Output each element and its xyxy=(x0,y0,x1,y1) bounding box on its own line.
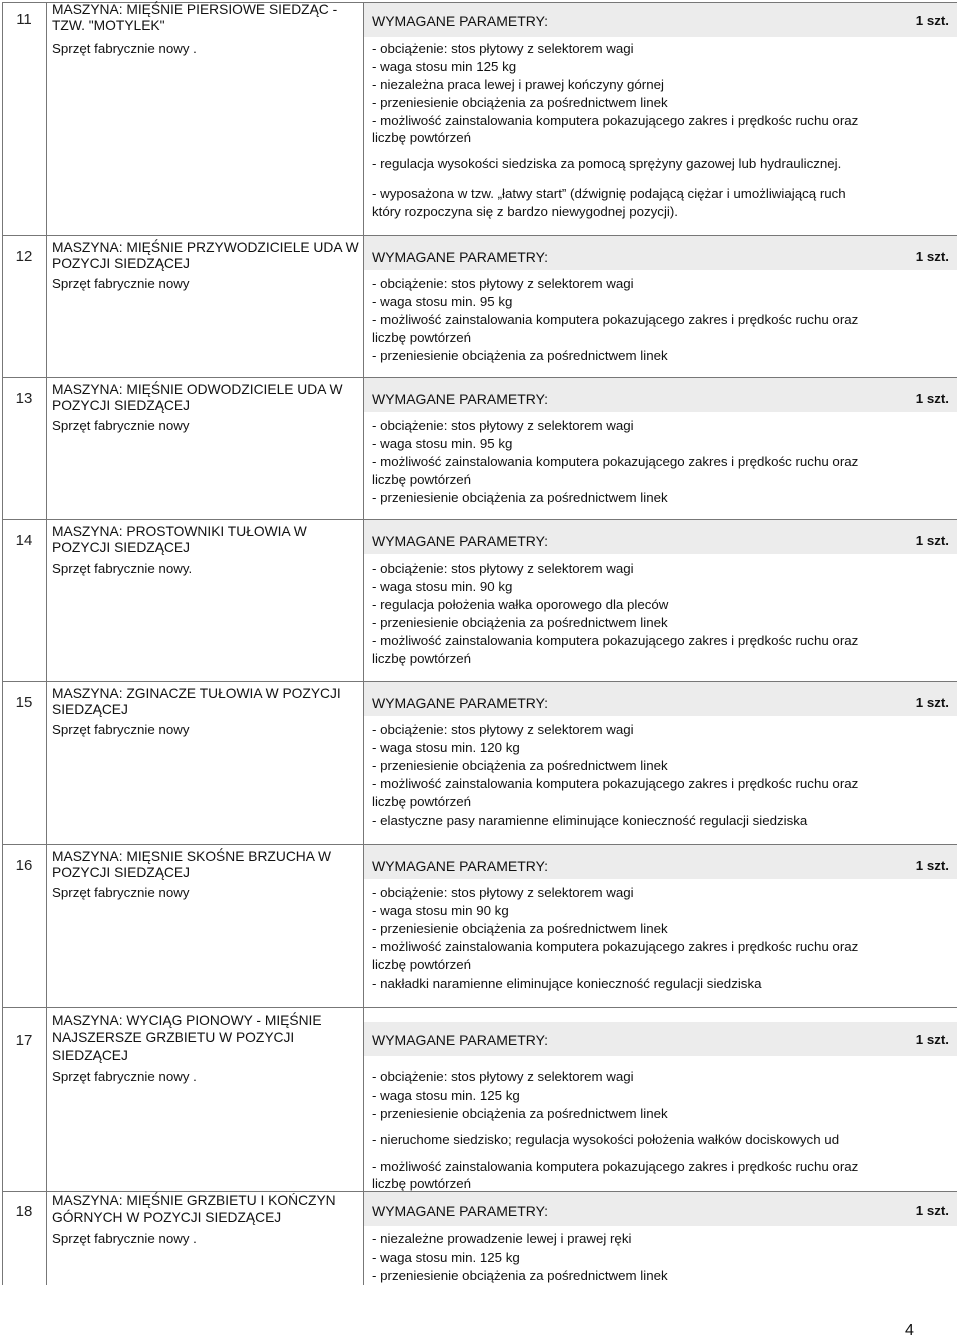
table-row xyxy=(2,681,957,845)
parameter-line: - waga stosu min. 125 kg xyxy=(372,1250,520,1265)
condition-text: Sprzęt fabrycznie nowy . xyxy=(52,1069,197,1084)
required-parameters-label: WYMAGANE PARAMETRY: xyxy=(372,858,549,874)
machine-title: POZYCJI SIEDZĄCEJ xyxy=(52,256,190,271)
parameter-line: - regulacja wysokości siedziska za pomocą sprężyny gazowej lub hydraulicznej. xyxy=(372,156,842,171)
table-row xyxy=(2,377,957,520)
table-row xyxy=(2,1191,957,1285)
machine-title: MASZYNA: MIĘŚNIE PRZYWODZICIELE UDA W xyxy=(52,240,359,255)
quantity: 1 szt. xyxy=(915,249,949,264)
condition-text: Sprzęt fabrycznie nowy . xyxy=(52,1231,197,1246)
parameter-line: - obciążenie: stos płytowy z selektorem wagi xyxy=(372,276,634,291)
quantity: 1 szt. xyxy=(915,695,949,710)
parameter-line: - przeniesienie obciążenia za pośrednictwem linek xyxy=(372,921,668,936)
machine-title: MASZYNA: WYCIĄG PIONOWY - MIĘŚNIE xyxy=(52,1013,322,1028)
required-parameters-label: WYMAGANE PARAMETRY: xyxy=(372,13,549,29)
machine-title: MASZYNA: MIĘŚNIE ODWODZICIELE UDA W xyxy=(52,382,343,397)
machine-title: GÓRNYCH W POZYCJI SIEDZĄCEJ xyxy=(52,1210,282,1225)
row-number: 17 xyxy=(15,1032,33,1049)
condition-text: Sprzęt fabrycznie nowy xyxy=(52,885,190,900)
condition-text: Sprzęt fabrycznie nowy xyxy=(52,722,190,737)
machine-title: MASZYNA: PROSTOWNIKI TUŁOWIA W xyxy=(52,524,307,539)
machine-title: POZYCJI SIEDZĄCEJ xyxy=(52,865,190,880)
machine-title: SIEDZĄCEJ xyxy=(52,702,128,717)
required-parameters-label: WYMAGANE PARAMETRY: xyxy=(372,1203,549,1219)
condition-text: Sprzęt fabrycznie nowy xyxy=(52,276,190,291)
required-parameters-label: WYMAGANE PARAMETRY: xyxy=(372,695,549,711)
machine-title: SIEDZĄCEJ xyxy=(52,1048,128,1063)
parameter-line: - przeniesienie obciążenia za pośrednictwem linek xyxy=(372,758,668,773)
quantity: 1 szt. xyxy=(915,1203,949,1218)
parameter-line: - obciążenie: stos płytowy z selektorem wagi xyxy=(372,885,634,900)
parameter-line: który rozpoczyna się z bardzo niewygodnej pozycji). xyxy=(372,204,678,219)
parameter-line: - elastyczne pasy naramienne eliminujące konieczność regulacji siedziska xyxy=(372,813,808,828)
quantity: 1 szt. xyxy=(915,858,949,873)
table-row xyxy=(2,2,957,236)
condition-text: Sprzęt fabrycznie nowy. xyxy=(52,561,193,576)
row-number: 14 xyxy=(15,532,33,549)
parameter-line: - możliwość zainstalowania komputera pokazującego zakres i prędkośc ruchu oraz xyxy=(372,113,859,128)
parameter-line: - obciążenie: stos płytowy z selektorem wagi xyxy=(372,722,634,737)
parameter-line: - obciążenie: stos płytowy z selektorem wagi xyxy=(372,1069,634,1084)
parameter-line: - możliwość zainstalowania komputera pokazującego zakres i prędkośc ruchu oraz xyxy=(372,776,859,791)
parameter-line: - obciążenie: stos płytowy z selektorem wagi xyxy=(372,41,634,56)
machine-title: TZW. "MOTYLEK" xyxy=(52,18,165,33)
row-number: 11 xyxy=(16,11,32,28)
parameter-line: - możliwość zainstalowania komputera pokazującego zakres i prędkośc ruchu oraz xyxy=(372,454,859,469)
quantity: 1 szt. xyxy=(915,533,949,548)
condition-text: Sprzęt fabrycznie nowy . xyxy=(52,41,197,56)
parameter-line: liczbę powtórzeń xyxy=(372,130,472,145)
parameter-line: - przeniesienie obciążenia za pośrednictwem linek xyxy=(372,490,668,505)
parameter-line: - niezależne prowadzenie lewej i prawej ręki xyxy=(372,1231,632,1246)
required-parameters-label: WYMAGANE PARAMETRY: xyxy=(372,249,549,265)
page-number: 4 xyxy=(905,1322,914,1339)
row-number: 13 xyxy=(15,390,33,407)
machine-title: MASZYNA: MIĘŚNIE GRZBIETU I KOŃCZYN xyxy=(52,1193,336,1208)
parameter-line: - obciążenie: stos płytowy z selektorem wagi xyxy=(372,561,634,576)
parameter-line: liczbę powtórzeń xyxy=(372,794,472,809)
table-row xyxy=(2,235,957,378)
parameter-line: liczbę powtórzeń xyxy=(372,957,472,972)
parameter-line: - nieruchome siedzisko; regulacja wysokości położenia wałków dociskowych ud xyxy=(372,1132,840,1147)
parameter-line: - obciążenie: stos płytowy z selektorem wagi xyxy=(372,418,634,433)
parameter-line: - waga stosu min 90 kg xyxy=(372,903,509,918)
parameter-line: - regulacja położenia wałka oporowego dla pleców xyxy=(372,597,669,612)
row-number: 12 xyxy=(15,248,33,265)
parameter-line: - możliwość zainstalowania komputera pokazującego zakres i prędkośc ruchu oraz xyxy=(372,1159,859,1174)
parameter-line: liczbę powtórzeń xyxy=(372,651,472,666)
parameter-line: liczbę powtórzeń xyxy=(372,330,472,345)
condition-text: Sprzęt fabrycznie nowy xyxy=(52,418,190,433)
required-parameters-label: WYMAGANE PARAMETRY: xyxy=(372,1032,549,1048)
parameter-line: - wyposażona w tzw. „łatwy start” (dźwignię podającą ciężar i umożliwiającą ruch xyxy=(372,186,846,201)
parameter-line: liczbę powtórzeń xyxy=(372,472,472,487)
quantity: 1 szt. xyxy=(915,391,949,406)
machine-title: MASZYNA: MIĘSNIE SKOŚNE BRZUCHA W xyxy=(52,849,332,864)
machine-title: POZYCJI SIEDZĄCEJ xyxy=(52,540,190,555)
quantity: 1 szt. xyxy=(915,1032,949,1047)
row-number: 15 xyxy=(15,694,33,711)
required-parameters-label: WYMAGANE PARAMETRY: xyxy=(372,391,549,407)
machine-title: MASZYNA: ZGINACZE TUŁOWIA W POZYCJI xyxy=(52,686,341,701)
parameter-line: - przeniesienie obciążenia za pośrednictwem linek xyxy=(372,615,668,630)
table-row xyxy=(2,844,957,1008)
required-parameters-label: WYMAGANE PARAMETRY: xyxy=(372,533,549,549)
parameter-line: - możliwość zainstalowania komputera pokazującego zakres i prędkośc ruchu oraz xyxy=(372,633,859,648)
table-row xyxy=(2,1007,957,1192)
parameter-line: - niezależna praca lewej i prawej kończyny górnej xyxy=(372,77,664,92)
parameter-line: liczbę powtórzeń xyxy=(372,1176,472,1191)
machine-title: POZYCJI SIEDZĄCEJ xyxy=(52,398,190,413)
parameter-line: - przeniesienie obciążenia za pośrednictwem linek xyxy=(372,95,668,110)
parameter-line: - przeniesienie obciążenia za pośrednictwem linek xyxy=(372,1106,668,1121)
parameter-line: - waga stosu min. 125 kg xyxy=(372,1088,520,1103)
parameter-line: - waga stosu min 125 kg xyxy=(372,59,517,74)
table-row xyxy=(2,519,957,682)
quantity: 1 szt. xyxy=(915,13,949,28)
parameter-line: - waga stosu min. 90 kg xyxy=(372,579,513,594)
parameter-line: - waga stosu min. 95 kg xyxy=(372,436,513,451)
parameter-line: - możliwość zainstalowania komputera pokazującego zakres i prędkośc ruchu oraz xyxy=(372,312,859,327)
machine-title: MASZYNA: MIĘŚNIE PIERSIOWE SIEDZĄC - xyxy=(52,2,338,17)
row-number: 18 xyxy=(15,1203,33,1220)
parameter-line: - waga stosu min. 120 kg xyxy=(372,740,520,755)
parameter-line: - możliwość zainstalowania komputera pokazującego zakres i prędkośc ruchu oraz xyxy=(372,939,859,954)
row-number: 16 xyxy=(15,857,33,874)
parameter-line: - waga stosu min. 95 kg xyxy=(372,294,513,309)
parameter-line: - nakładki naramienne eliminujące konieczność regulacji siedziska xyxy=(372,976,762,991)
machine-title: NAJSZERSZE GRZBIETU W POZYCJI xyxy=(52,1030,295,1045)
parameter-line: - przeniesienie obciążenia za pośrednictwem linek xyxy=(372,348,668,363)
parameter-line: - przeniesienie obciążenia za pośrednictwem linek xyxy=(372,1268,668,1283)
